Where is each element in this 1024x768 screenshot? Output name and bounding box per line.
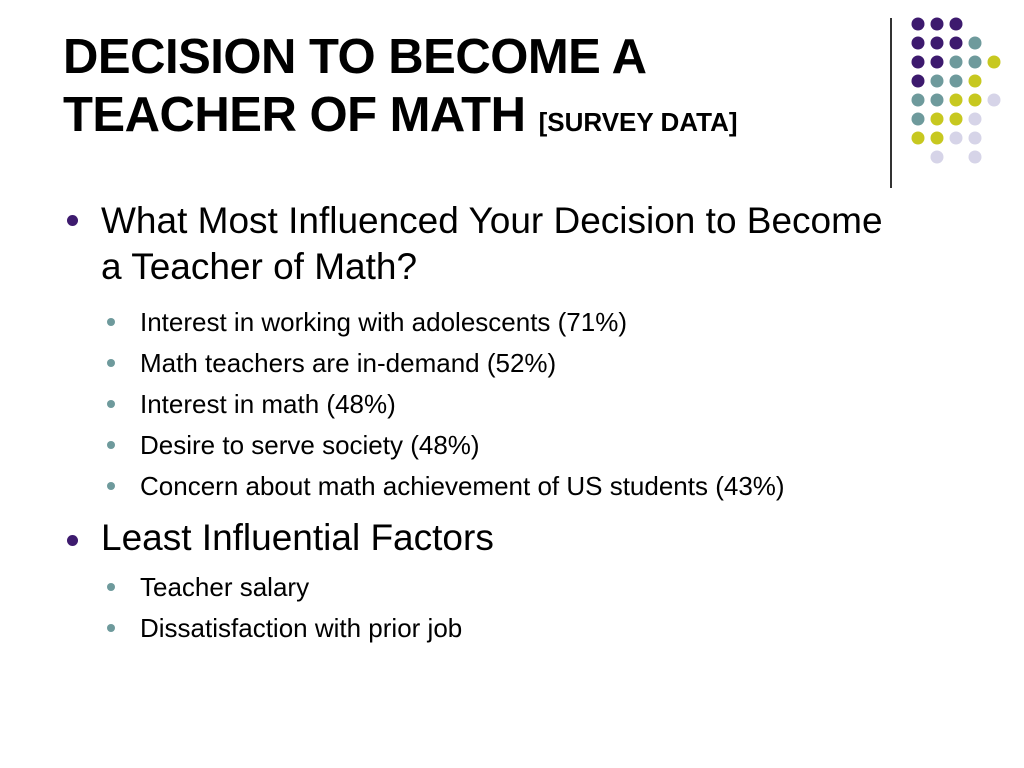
sub-bullet-marker: [107, 359, 115, 367]
bullet-text: What Most Influenced Your Decision to Become a Teacher of Math?: [101, 200, 883, 287]
sub-bullet-text: Math teachers are in-demand (52%): [140, 348, 557, 378]
sub-bullet-marker: [107, 624, 115, 632]
sub-bullet-marker: [107, 583, 115, 591]
sub-bullet-text: Teacher salary: [140, 572, 310, 602]
bullet-marker: [67, 535, 78, 546]
sub-bullet-text: Interest in math (48%): [140, 389, 396, 419]
sub-bullet-text: Desire to serve society (48%): [140, 430, 480, 460]
sub-bullet-marker: [107, 318, 115, 326]
sub-bullet-marker: [107, 400, 115, 408]
slide-title-main: DECISION TO BECOME A TEACHER OF MATH: [63, 30, 645, 142]
sub-bullet-text: Dissatisfaction with prior job: [140, 613, 463, 643]
slide-title-suffix: [SURVEY DATA]: [538, 107, 738, 137]
sub-bullet-marker: [107, 441, 115, 449]
bullet-text: Least Influential Factors: [101, 517, 494, 558]
sub-bullet-text: Interest in working with adolescents (71%): [140, 307, 628, 337]
sub-bullet-text: Concern about math achievement of US students (43%): [140, 471, 785, 501]
sub-bullet-marker: [107, 482, 115, 490]
bullet-marker: [67, 215, 78, 226]
